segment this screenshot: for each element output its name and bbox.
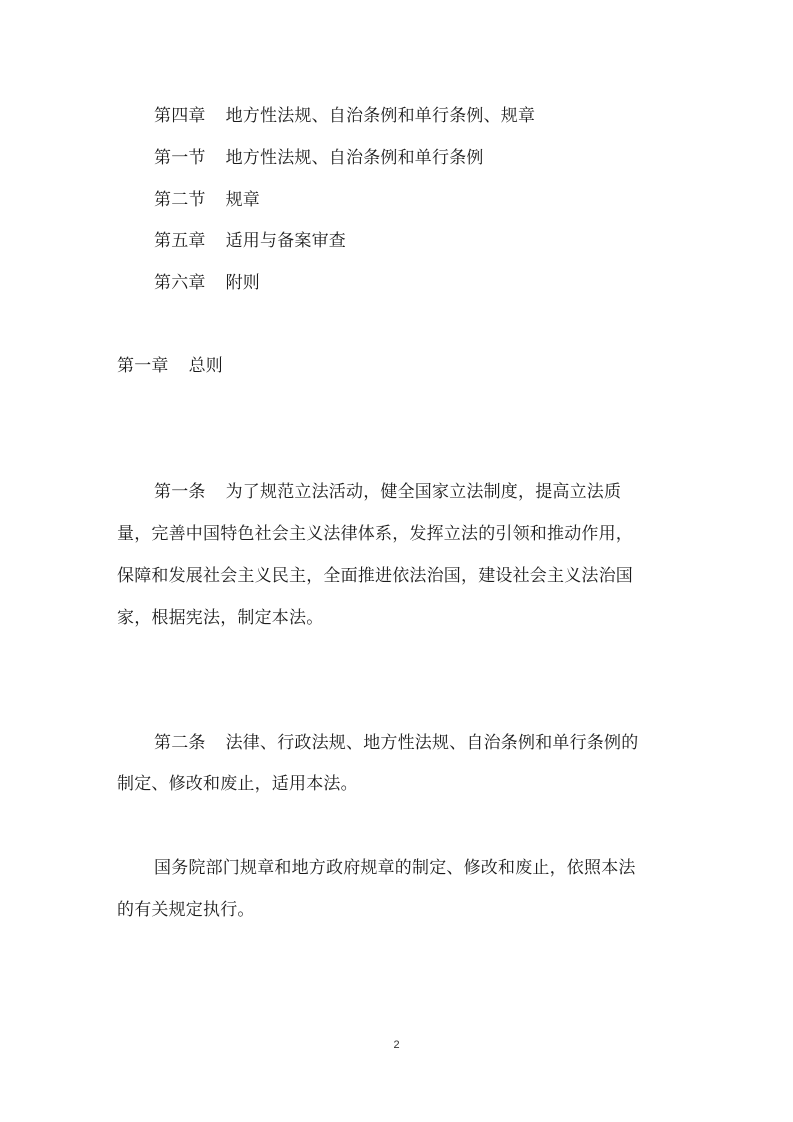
toc-entry-chapter-5 [154,231,346,251]
article-1-line-3: 保障和发展社会主义民主，全面推进依法治国，建设社会主义法治国 [117,566,633,586]
article-1-line-2: 量，完善中国特色社会主义法律体系，发挥立法的引领和推动作用， [117,524,633,544]
toc-number: 第五章 [154,231,206,251]
article-1-line-4: 家，根据宪法，制定本法。 [117,608,324,628]
paragraph-3-line-1: 国务院部门规章和地方政府规章的制定、修改和废止，依照本法 [154,858,636,878]
article-text: 为了规范立法活动，健全国家立法制度，提高立法质 [225,482,622,502]
paragraph-3-line-2: 的有关规定执行。 [117,900,255,920]
toc-title: 地方性法规、自治条例和单行条例 [225,148,484,168]
toc-title: 附则 [225,273,261,293]
toc-entry-section-1 [154,148,484,168]
toc-number: 第四章 [154,106,206,126]
toc-title: 地方性法规、自治条例和单行条例、规章 [225,106,536,126]
toc-entry-chapter-4 [154,106,535,126]
toc-number: 第一节 [154,148,206,168]
toc-title: 规章 [225,190,261,210]
page-number: 2 [393,1039,400,1051]
article-2-line-2: 制定、修改和废止，适用本法。 [117,774,358,794]
article-text: 法律、行政法规、地方性法规、自治条例和单行条例的 [225,733,639,753]
article-2-line-1 [154,733,638,753]
toc-number: 第六章 [154,273,206,293]
toc-entry-chapter-6 [154,273,260,293]
article-label: 第一条 [154,482,206,502]
toc-number: 第二节 [154,190,206,210]
article-label: 第二条 [154,733,206,753]
chapter-title: 总则 [188,356,224,376]
chapter-heading [117,356,223,376]
toc-title: 适用与备案审查 [225,231,347,251]
article-1-line-1 [154,482,621,502]
chapter-number: 第一章 [117,356,169,376]
toc-entry-section-2 [154,190,260,210]
